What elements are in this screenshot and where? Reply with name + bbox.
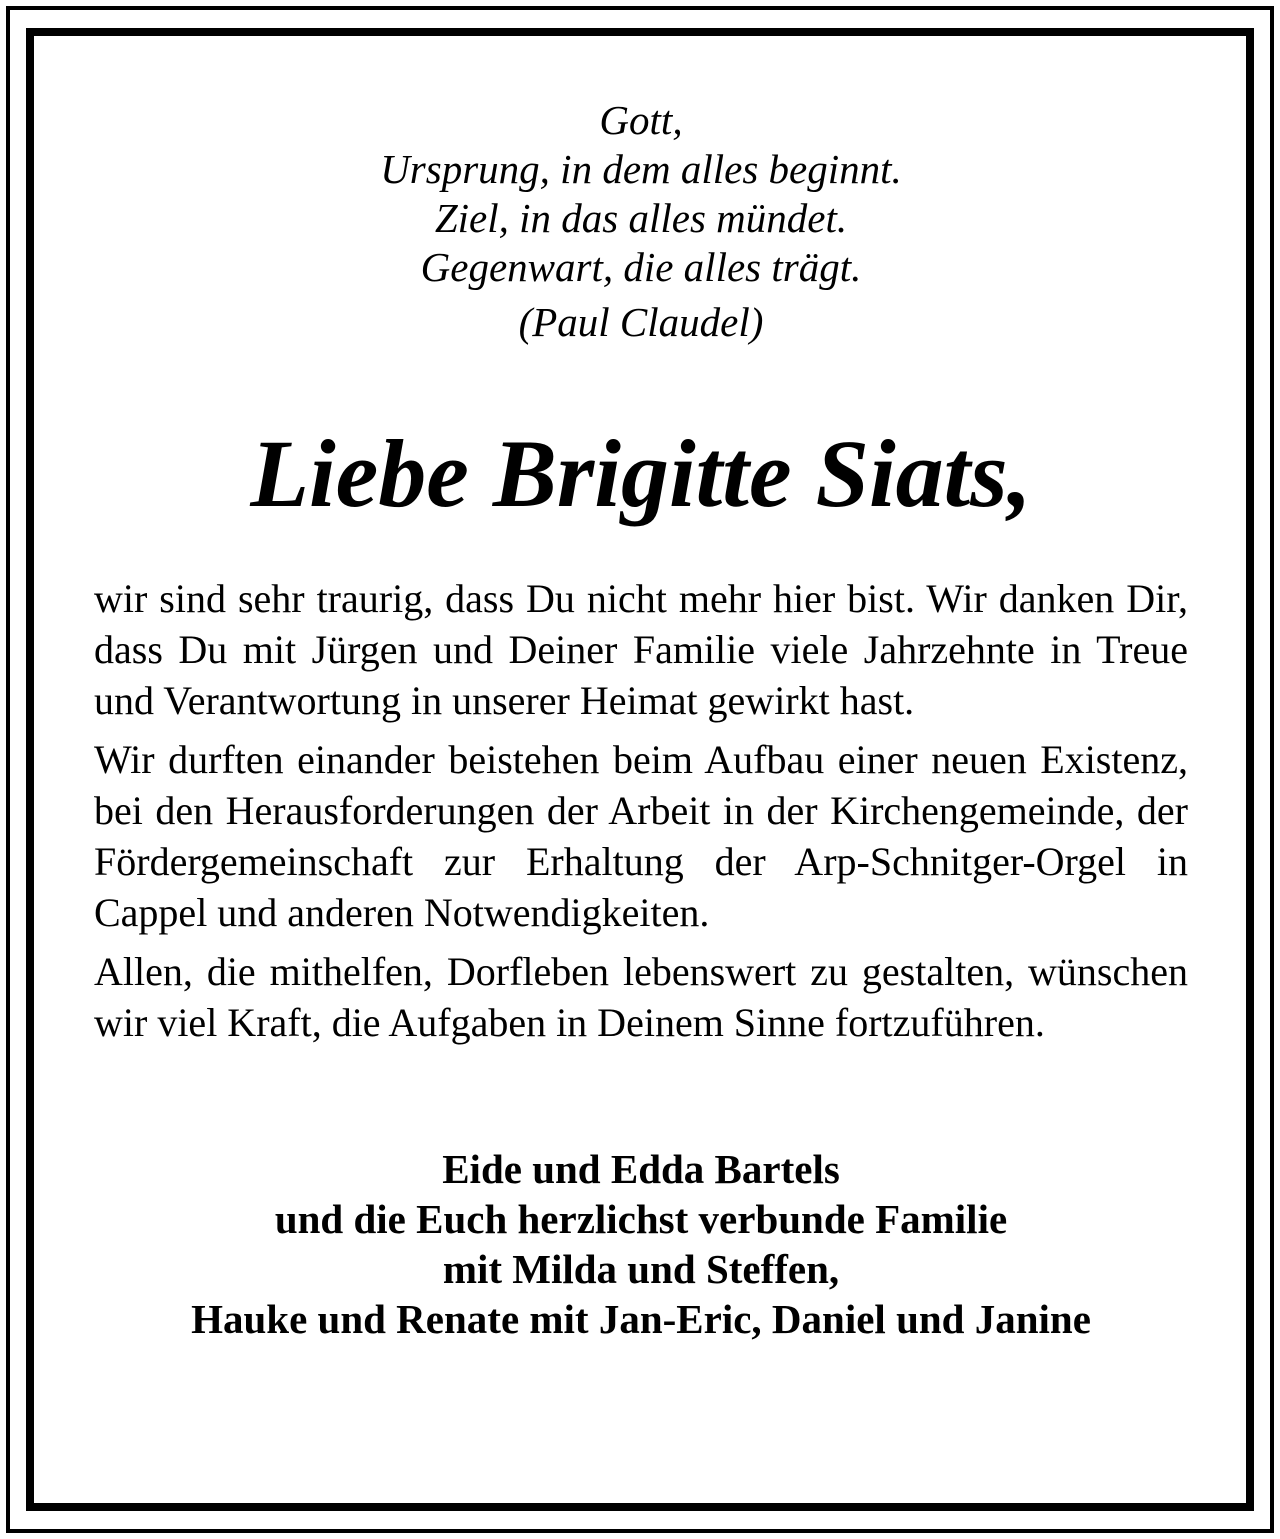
headline: Liebe Brigitte Siats, — [250, 420, 1032, 527]
poem-line: Gott, — [599, 97, 683, 143]
poem-line: Ursprung, in dem alles beginnt. — [380, 146, 902, 192]
signature-block — [94, 1144, 1188, 1344]
signature-line: mit Milda und Steffen, — [442, 1246, 840, 1292]
body-paragraph: Allen, die mithelfen, Dorfleben lebenswert zu gestalten, wünschen wir viel Kraft, die Aufgaben in Deinem Sinne fortzuführen. — [94, 949, 1188, 1045]
poem-line: Gegenwart, die alles trägt. — [420, 244, 862, 290]
signature-line: Hauke und Renate mit Jan-Eric, Daniel und Janine — [191, 1296, 1091, 1342]
signature-line: Eide und Edda Bartels — [442, 1146, 840, 1192]
body-text — [94, 573, 1188, 1048]
poem-attribution: (Paul Claudel) — [518, 299, 764, 345]
poem-line: Ziel, in das alles mündet. — [434, 195, 848, 241]
body-paragraph: Wir durften einander beistehen beim Aufbau einer neuen Existenz, bei den Herausforderungen der Arbeit in der Kirchengemeinde, der Fördergemeinschaft zur Erhaltung der Arp-Schnitger-Orgel in Cappel und anderen Notwendigkeiten. — [94, 737, 1188, 935]
obituary-notice — [94, 96, 1188, 1344]
poem-quote — [94, 96, 1188, 347]
body-paragraph: wir sind sehr traurig, dass Du nicht mehr hier bist. Wir danken Dir, dass Du mit Jürgen und Deiner Familie viele Jahrzehnte in Treue und Verantwortung in unserer Heimat gewirkt hast. — [94, 576, 1188, 723]
signature-line: und die Euch herzlichst verbunde Familie — [274, 1196, 1008, 1242]
